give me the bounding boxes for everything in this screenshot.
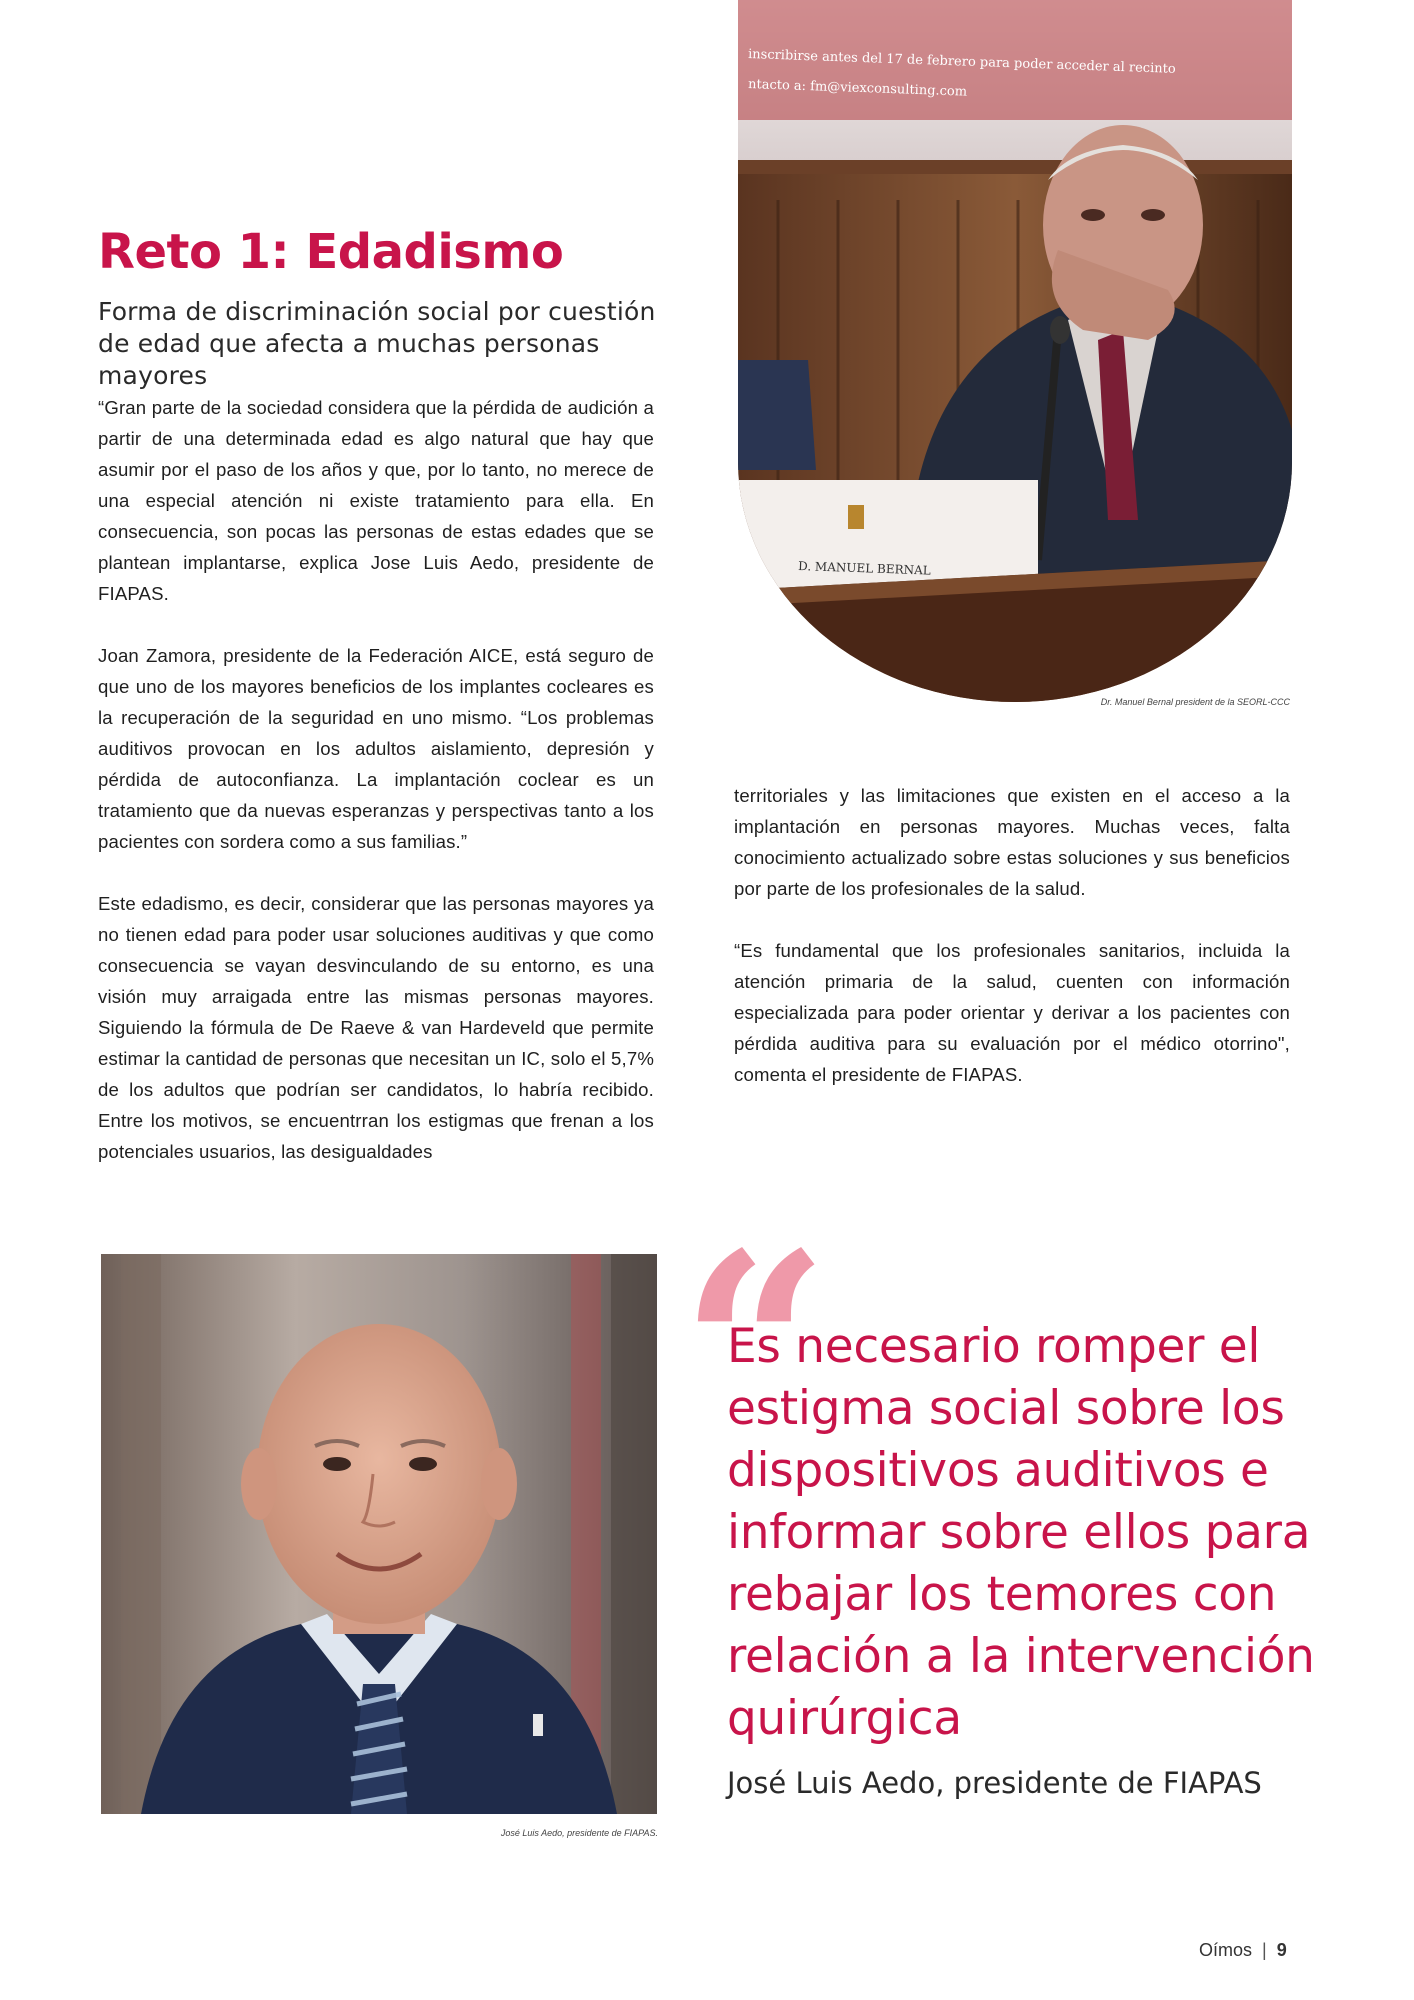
photo-caption: José Luis Aedo, presidente de FIAPAS. <box>500 1828 658 1838</box>
paragraph: “Gran parte de la sociedad considera que la pérdida de audición a partir de una determinada edad es algo natural que hay que asumir por el paso de los años y que, por lo tanto, no merece de una especial atención ni existe tratamiento para ella. En consecuencia, son pocas las personas de estas edades que se plantean implantarse, explica Jose Luis Aedo, presidente de FIAPAS. <box>98 397 654 604</box>
article-title: Reto 1: Edadismo <box>98 224 564 280</box>
nameplate-text: D. MANUEL BERNAL <box>797 559 931 578</box>
conference-scene <box>738 0 1292 702</box>
page-number: 9 <box>1276 1940 1287 1960</box>
article-subtitle: Forma de discriminación social por cuestión de edad que afecta a muchas personas mayores <box>98 297 656 390</box>
quote-author: José Luis Aedo, presidente de FIAPAS <box>727 1766 1262 1800</box>
jose-luis-aedo-photo <box>101 1254 657 1814</box>
right-column <box>734 780 1290 1121</box>
screen-text: ntacto a: fm@viexconsulting.com <box>747 77 968 100</box>
footer-separator: | <box>1262 1940 1267 1960</box>
quote-mark-icon: “ <box>680 1197 830 1502</box>
manuel-bernal-photo <box>738 0 1292 702</box>
photo-caption: Dr. Manuel Bernal president de la SEORL-CCC <box>1100 697 1290 707</box>
paragraph: territoriales y las limitaciones que existen en el acceso a la implantación en personas mayores. Muchas veces, falta conocimiento actualizado sobre estas soluciones y sus beneficios por parte de los profesionales de la salud. <box>734 785 1290 899</box>
paragraph: “Es fundamental que los profesionales sanitarios, incluida la atención primaria de la salud, cuenten con información especializada para poder orientar y derivar a los pacientes con pérdida auditiva para su evaluación por el médico otorrino", comenta el presidente de FIAPAS. <box>734 940 1290 1085</box>
paragraph: Joan Zamora, presidente de la Federación AICE, está seguro de que uno de los mayores beneficios de los implantes cocleares es la recuperación de la seguridad en uno mismo. “Los problemas auditivos provocan en los adultos aislamiento, depresión y pérdida de autoconfianza. La implantación coclear es un tratamiento que da nuevas esperanzas y perspectivas tanto a los pacientes con sordera como a sus familias.” <box>98 645 654 852</box>
page-footer <box>1199 1940 1287 1961</box>
left-column <box>98 392 654 1198</box>
pull-quote: Es necesario romper el estigma social sobre los dispositivos auditivos e informar sobre ellos para rebajar los temores con relación a la intervención quirúrgica <box>727 1319 1315 1746</box>
paragraph: Este edadismo, es decir, considerar que las personas mayores ya no tienen edad para poder usar soluciones auditivas y que como consecuencia se vayan desvinculando de su entorno, es una visión muy arraigada entre las mismas personas mayores. Siguiendo la fórmula de De Raeve & van Hardeveld que permite estimar la cantidad de personas que necesitan un IC, solo el 5,7% de los adultos que podrían ser candidatos, lo habría recibido. Entre los motivos, se encuentrran los estigmas que frenan a los potenciales usuarios, las desigualdades <box>98 893 654 1162</box>
magazine-name: Oímos <box>1199 1940 1253 1960</box>
screen-text: inscribirse antes del 17 de febrero para poder acceder al recinto <box>747 47 1176 77</box>
portrait <box>101 1254 657 1814</box>
